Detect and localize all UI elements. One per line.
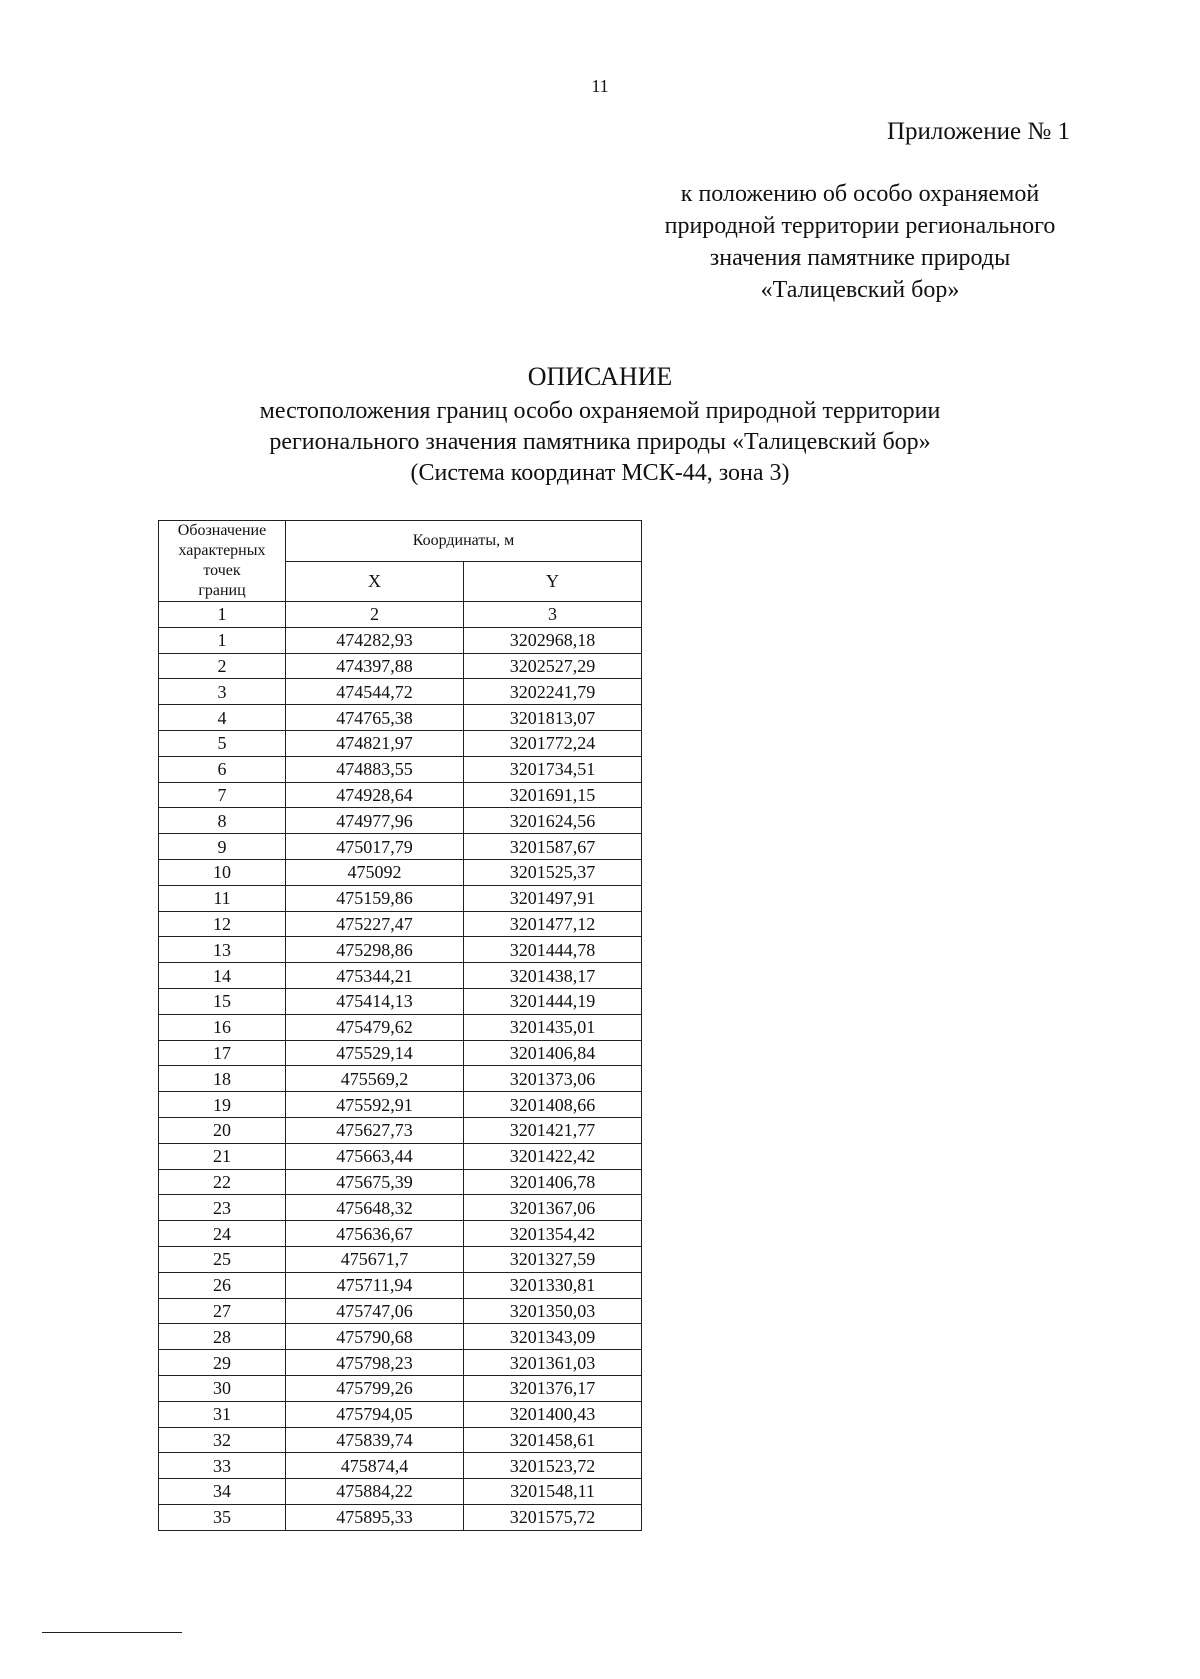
x-coordinate-cell: 475627,73 <box>286 1117 464 1143</box>
x-coordinate-cell: 475794,05 <box>286 1401 464 1427</box>
y-coordinate-cell: 3201691,15 <box>464 782 642 808</box>
x-coordinate-cell: 475344,21 <box>286 963 464 989</box>
subtitle-line: местоположения границ особо охраняемой природной территории <box>259 398 941 424</box>
table-row <box>159 1350 642 1376</box>
column-number: 2 <box>286 602 464 628</box>
y-coordinate-cell: 3201367,06 <box>464 1195 642 1221</box>
header-point-line: характерных <box>178 542 266 559</box>
y-coordinate-cell: 3201373,06 <box>464 1066 642 1092</box>
point-number-cell: 16 <box>159 1014 286 1040</box>
footnote-separator <box>42 1632 182 1633</box>
y-coordinate-cell: 3201444,19 <box>464 988 642 1014</box>
point-number-cell: 26 <box>159 1272 286 1298</box>
y-coordinate-cell: 3201408,66 <box>464 1092 642 1118</box>
x-coordinate-cell: 474397,88 <box>286 653 464 679</box>
x-coordinate-cell: 474282,93 <box>286 627 464 653</box>
x-coordinate-cell: 475017,79 <box>286 834 464 860</box>
y-coordinate-cell: 3201330,81 <box>464 1272 642 1298</box>
table-row <box>159 1375 642 1401</box>
y-coordinate-cell: 3201438,17 <box>464 963 642 989</box>
header-y: Y <box>464 561 642 602</box>
point-number-cell: 32 <box>159 1427 286 1453</box>
x-coordinate-cell: 474765,38 <box>286 705 464 731</box>
point-number-cell: 19 <box>159 1092 286 1118</box>
subtitle-line: (Система координат МСК-44, зона 3) <box>410 460 790 486</box>
column-number: 3 <box>464 602 642 628</box>
appendix-reference-line: значения памятнике природы <box>709 245 1011 271</box>
x-coordinate-cell: 475895,33 <box>286 1504 464 1530</box>
y-coordinate-cell: 3201525,37 <box>464 859 642 885</box>
x-coordinate-cell: 474821,97 <box>286 730 464 756</box>
x-coordinate-cell: 475414,13 <box>286 988 464 1014</box>
table-row <box>159 1272 642 1298</box>
y-coordinate-cell: 3201435,01 <box>464 1014 642 1040</box>
x-coordinate-cell: 475798,23 <box>286 1350 464 1376</box>
appendix-label: Приложение № 1 <box>886 118 1070 145</box>
y-coordinate-cell: 3201421,77 <box>464 1117 642 1143</box>
y-coordinate-cell: 3201327,59 <box>464 1246 642 1272</box>
x-coordinate-cell: 475799,26 <box>286 1375 464 1401</box>
appendix-reference <box>640 178 1080 306</box>
table-row <box>159 653 642 679</box>
x-coordinate-cell: 475648,32 <box>286 1195 464 1221</box>
point-number-cell: 25 <box>159 1246 286 1272</box>
x-coordinate-cell: 475092 <box>286 859 464 885</box>
y-coordinate-cell: 3201497,91 <box>464 885 642 911</box>
point-number-cell: 20 <box>159 1117 286 1143</box>
table-row <box>159 1324 642 1350</box>
x-coordinate-cell: 475790,68 <box>286 1324 464 1350</box>
point-number-cell: 14 <box>159 963 286 989</box>
table-row <box>159 1221 642 1247</box>
table-row <box>159 1246 642 1272</box>
appendix-reference-line: к положению об особо охраняемой <box>680 181 1040 207</box>
x-coordinate-cell: 475592,91 <box>286 1092 464 1118</box>
header-point-line: точек <box>203 562 241 579</box>
x-coordinate-cell: 475747,06 <box>286 1298 464 1324</box>
y-coordinate-cell: 3201458,61 <box>464 1427 642 1453</box>
point-number-cell: 17 <box>159 1040 286 1066</box>
point-number-cell: 3 <box>159 679 286 705</box>
x-coordinate-cell: 475675,39 <box>286 1169 464 1195</box>
point-number-cell: 22 <box>159 1169 286 1195</box>
table-row <box>159 1169 642 1195</box>
y-coordinate-cell: 3201350,03 <box>464 1298 642 1324</box>
point-number-cell: 13 <box>159 937 286 963</box>
coordinates-table <box>158 520 642 1531</box>
table-row <box>159 911 642 937</box>
y-coordinate-cell: 3201376,17 <box>464 1375 642 1401</box>
x-coordinate-cell: 474883,55 <box>286 756 464 782</box>
x-coordinate-cell: 475636,67 <box>286 1221 464 1247</box>
x-coordinate-cell: 475529,14 <box>286 1040 464 1066</box>
x-coordinate-cell: 475839,74 <box>286 1427 464 1453</box>
y-coordinate-cell: 3201406,84 <box>464 1040 642 1066</box>
table-row <box>159 988 642 1014</box>
table-row <box>159 1195 642 1221</box>
y-coordinate-cell: 3201477,12 <box>464 911 642 937</box>
x-coordinate-cell: 475569,2 <box>286 1066 464 1092</box>
table-row <box>159 1453 642 1479</box>
table-row <box>159 1479 642 1505</box>
point-number-cell: 4 <box>159 705 286 731</box>
point-number-cell: 18 <box>159 1066 286 1092</box>
point-number-cell: 28 <box>159 1324 286 1350</box>
y-coordinate-cell: 3201813,07 <box>464 705 642 731</box>
x-coordinate-cell: 475884,22 <box>286 1479 464 1505</box>
point-number-cell: 7 <box>159 782 286 808</box>
table-row <box>159 834 642 860</box>
appendix-reference-line: «Талицевский бор» <box>760 277 960 303</box>
point-number-cell: 2 <box>159 653 286 679</box>
header-x: X <box>286 561 464 602</box>
y-coordinate-cell: 3201400,43 <box>464 1401 642 1427</box>
table-row <box>159 1040 642 1066</box>
table-row <box>159 808 642 834</box>
point-number-cell: 27 <box>159 1298 286 1324</box>
document-title: ОПИСАНИЕ <box>527 362 673 391</box>
point-number-cell: 24 <box>159 1221 286 1247</box>
x-coordinate-cell: 475227,47 <box>286 911 464 937</box>
x-coordinate-cell: 475298,86 <box>286 937 464 963</box>
point-number-cell: 5 <box>159 730 286 756</box>
appendix-reference-line: природной территории регионального <box>664 213 1056 239</box>
table-row <box>159 1298 642 1324</box>
table-row <box>159 627 642 653</box>
y-coordinate-cell: 3201575,72 <box>464 1504 642 1530</box>
y-coordinate-cell: 3202241,79 <box>464 679 642 705</box>
x-coordinate-cell: 475671,7 <box>286 1246 464 1272</box>
table-row <box>159 963 642 989</box>
x-coordinate-cell: 474977,96 <box>286 808 464 834</box>
page-number: 11 <box>591 76 609 96</box>
y-coordinate-cell: 3201624,56 <box>464 808 642 834</box>
y-coordinate-cell: 3201772,24 <box>464 730 642 756</box>
y-coordinate-cell: 3201422,42 <box>464 1143 642 1169</box>
table-row <box>159 1117 642 1143</box>
point-number-cell: 31 <box>159 1401 286 1427</box>
subtitle-line: регионального значения памятника природы «Талицевский бор» <box>269 429 931 455</box>
y-coordinate-cell: 3201343,09 <box>464 1324 642 1350</box>
x-coordinate-cell: 475874,4 <box>286 1453 464 1479</box>
table-row <box>159 1014 642 1040</box>
point-number-cell: 15 <box>159 988 286 1014</box>
header-coordinates: Координаты, м <box>286 521 642 562</box>
x-coordinate-cell: 475711,94 <box>286 1272 464 1298</box>
document-subtitle <box>0 396 1200 489</box>
header-point-line: границ <box>198 582 246 599</box>
y-coordinate-cell: 3201361,03 <box>464 1350 642 1376</box>
point-number-cell: 11 <box>159 885 286 911</box>
table-row <box>159 859 642 885</box>
y-coordinate-cell: 3201523,72 <box>464 1453 642 1479</box>
point-number-cell: 10 <box>159 859 286 885</box>
table-row <box>159 679 642 705</box>
point-number-cell: 23 <box>159 1195 286 1221</box>
x-coordinate-cell: 475479,62 <box>286 1014 464 1040</box>
y-coordinate-cell: 3201354,42 <box>464 1221 642 1247</box>
point-number-cell: 9 <box>159 834 286 860</box>
y-coordinate-cell: 3201406,78 <box>464 1169 642 1195</box>
y-coordinate-cell: 3201444,78 <box>464 937 642 963</box>
y-coordinate-cell: 3202968,18 <box>464 627 642 653</box>
table-row <box>159 1401 642 1427</box>
y-coordinate-cell: 3201548,11 <box>464 1479 642 1505</box>
x-coordinate-cell: 474928,64 <box>286 782 464 808</box>
point-number-cell: 29 <box>159 1350 286 1376</box>
point-number-cell: 21 <box>159 1143 286 1169</box>
y-coordinate-cell: 3201587,67 <box>464 834 642 860</box>
point-number-cell: 30 <box>159 1375 286 1401</box>
column-number: 1 <box>159 602 286 628</box>
table-row <box>159 937 642 963</box>
table-row <box>159 705 642 731</box>
table-row <box>159 885 642 911</box>
table-row <box>159 1092 642 1118</box>
point-number-cell: 34 <box>159 1479 286 1505</box>
header-point-designation <box>159 521 286 602</box>
table-row <box>159 730 642 756</box>
x-coordinate-cell: 474544,72 <box>286 679 464 705</box>
table-row <box>159 1427 642 1453</box>
table-row <box>159 782 642 808</box>
x-coordinate-cell: 475663,44 <box>286 1143 464 1169</box>
header-point-line: Обозначение <box>177 522 267 539</box>
y-coordinate-cell: 3201734,51 <box>464 756 642 782</box>
point-number-cell: 35 <box>159 1504 286 1530</box>
table-row <box>159 1066 642 1092</box>
table-row <box>159 1504 642 1530</box>
x-coordinate-cell: 475159,86 <box>286 885 464 911</box>
point-number-cell: 6 <box>159 756 286 782</box>
point-number-cell: 1 <box>159 627 286 653</box>
point-number-cell: 33 <box>159 1453 286 1479</box>
point-number-cell: 8 <box>159 808 286 834</box>
y-coordinate-cell: 3202527,29 <box>464 653 642 679</box>
table-row <box>159 756 642 782</box>
table-row <box>159 1143 642 1169</box>
point-number-cell: 12 <box>159 911 286 937</box>
